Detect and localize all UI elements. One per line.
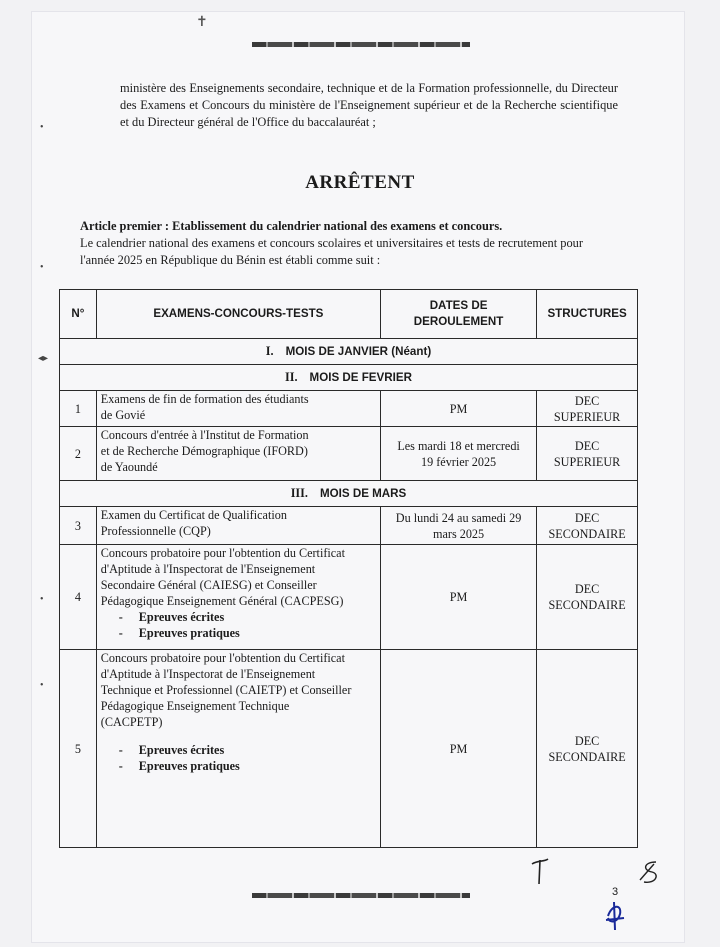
row-exam <box>96 427 380 481</box>
exam-line: Professionnelle (CQP) <box>100 524 211 538</box>
exam-line: d'Aptitude à l'Inspectorat de l'Enseignement <box>100 562 316 576</box>
margin-arrow-mark: ◂▸ <box>38 353 49 364</box>
table-row <box>60 391 638 427</box>
margin-dot: • <box>40 262 44 273</box>
row-date: PM <box>380 545 536 650</box>
row-num: 3 <box>60 507 97 545</box>
exam-line: Examens de fin de formation des étudiants <box>100 392 309 406</box>
exam-line: de Govié <box>100 408 146 422</box>
page-number: 3 <box>612 886 619 898</box>
scan-bar-top <box>252 42 470 47</box>
header-structures: STRUCTURES <box>537 290 638 339</box>
row-date: PM <box>380 650 536 848</box>
exam-line: Examen du Certificat de Qualification <box>100 508 287 522</box>
exam-line: Secondaire Général (CAIESG) et Conseiller <box>100 578 317 592</box>
sub-item: - Epreuves écrites <box>119 609 376 625</box>
row-exam <box>96 507 380 545</box>
margin-dot: • <box>40 122 44 133</box>
month-roman: III. <box>290 486 308 500</box>
header-dates: DATES DE DEROULEMENT <box>380 290 536 339</box>
structure-line: SUPERIEUR <box>553 454 621 469</box>
margin-dot: • <box>40 680 44 691</box>
month-name: MOIS DE JANVIER (Néant) <box>285 345 432 358</box>
row-structure <box>537 427 638 481</box>
sub-item: - Epreuves pratiques <box>119 758 376 774</box>
exam-line: Technique et Professionnel (CAIETP) et Conseiller <box>100 683 352 697</box>
row-structure <box>537 650 638 848</box>
handwritten-initial <box>528 856 552 886</box>
date-line: mars 2025 <box>433 526 485 541</box>
scan-bar-bottom <box>252 893 470 898</box>
sub-list <box>101 742 376 774</box>
exam-line: et de Recherche Démographique (IFORD) <box>100 444 308 458</box>
handwritten-initial <box>634 856 664 886</box>
structure-line: DEC <box>574 438 600 453</box>
month-roman: II. <box>285 370 298 384</box>
structure-line: DEC <box>574 393 600 408</box>
structure-line: SECONDAIRE <box>548 749 626 764</box>
article-section <box>80 218 620 269</box>
header-exams: EXAMENS-CONCOURS-TESTS <box>96 290 380 339</box>
structure-line: SUPERIEUR <box>553 409 621 424</box>
date-line: 19 février 2025 <box>421 454 497 469</box>
structure-line: DEC <box>574 582 600 596</box>
row-date <box>380 507 536 545</box>
row-num: 1 <box>60 391 97 427</box>
structure-line: DEC <box>574 510 600 525</box>
exam-line: d'Aptitude à l'Inspectorat de l'Enseignement <box>100 667 316 681</box>
date-line: Du lundi 24 au samedi 29 <box>395 510 522 525</box>
exam-line: (CACPETP) <box>100 715 163 729</box>
table-row <box>60 507 638 545</box>
table-row <box>60 427 638 481</box>
sub-item: - Epreuves pratiques <box>119 625 376 641</box>
article-heading: Article premier : Etablissement du calendrier national des examens et concours. <box>80 219 503 233</box>
month-roman: I. <box>265 344 274 358</box>
structure-line: DEC <box>574 733 600 748</box>
margin-dot: • <box>40 594 44 605</box>
exam-line: Pédagogique Enseignement Général (CACPESG) <box>100 594 344 608</box>
date-line: Les mardi 18 et mercredi <box>397 438 520 453</box>
row-num: 5 <box>60 650 97 848</box>
preamble-paragraph: ministère des Enseignements secondaire, technique et de la Formation professionnelle, du Directeur des Examens et Concours du ministère de l'Enseignement supérieur et de la Recherche scientifique et du Directeur général de l'Office du baccalauréat ; <box>120 81 618 129</box>
row-structure <box>537 391 638 427</box>
row-num: 2 <box>60 427 97 481</box>
table-row <box>60 650 638 848</box>
row-structure <box>537 545 638 650</box>
structure-line: SECONDAIRE <box>548 526 626 541</box>
decree-title: ARRÊTENT <box>305 172 415 193</box>
exam-line: Concours d'entrée à l'Institut de Formation <box>100 428 309 442</box>
row-exam <box>96 545 380 650</box>
blue-handwritten-initial <box>602 898 628 932</box>
month-row-janvier <box>60 339 638 365</box>
header-num: N° <box>60 290 97 339</box>
month-row-fevrier <box>60 365 638 391</box>
sub-list <box>101 609 376 641</box>
exam-line: de Yaoundé <box>100 460 158 474</box>
sub-item: - Epreuves écrites <box>119 742 376 758</box>
structure-line: SECONDAIRE <box>548 598 626 612</box>
exam-line: Concours probatoire pour l'obtention du Certificat <box>100 546 345 560</box>
table-row <box>60 545 638 650</box>
exam-line: Pédagogique Enseignement Technique <box>100 699 290 713</box>
row-date <box>380 427 536 481</box>
month-name: MOIS DE MARS <box>319 487 407 500</box>
exam-line: Concours probatoire pour l'obtention du Certificat <box>100 651 345 665</box>
row-date: PM <box>380 391 536 427</box>
month-row-mars <box>60 481 638 507</box>
top-ink-mark: ✝ <box>196 15 208 30</box>
exam-calendar-table <box>59 289 638 848</box>
article-text: Le calendrier national des examens et concours scolaires et universitaires et tests de recrutement pour l'année 2025 en République du Bénin est établi comme suit : <box>80 236 583 267</box>
row-structure <box>537 507 638 545</box>
row-num: 4 <box>60 545 97 650</box>
row-exam <box>96 391 380 427</box>
month-name: MOIS DE FEVRIER <box>309 371 412 384</box>
row-exam <box>96 650 380 848</box>
table-header-row <box>60 290 638 339</box>
